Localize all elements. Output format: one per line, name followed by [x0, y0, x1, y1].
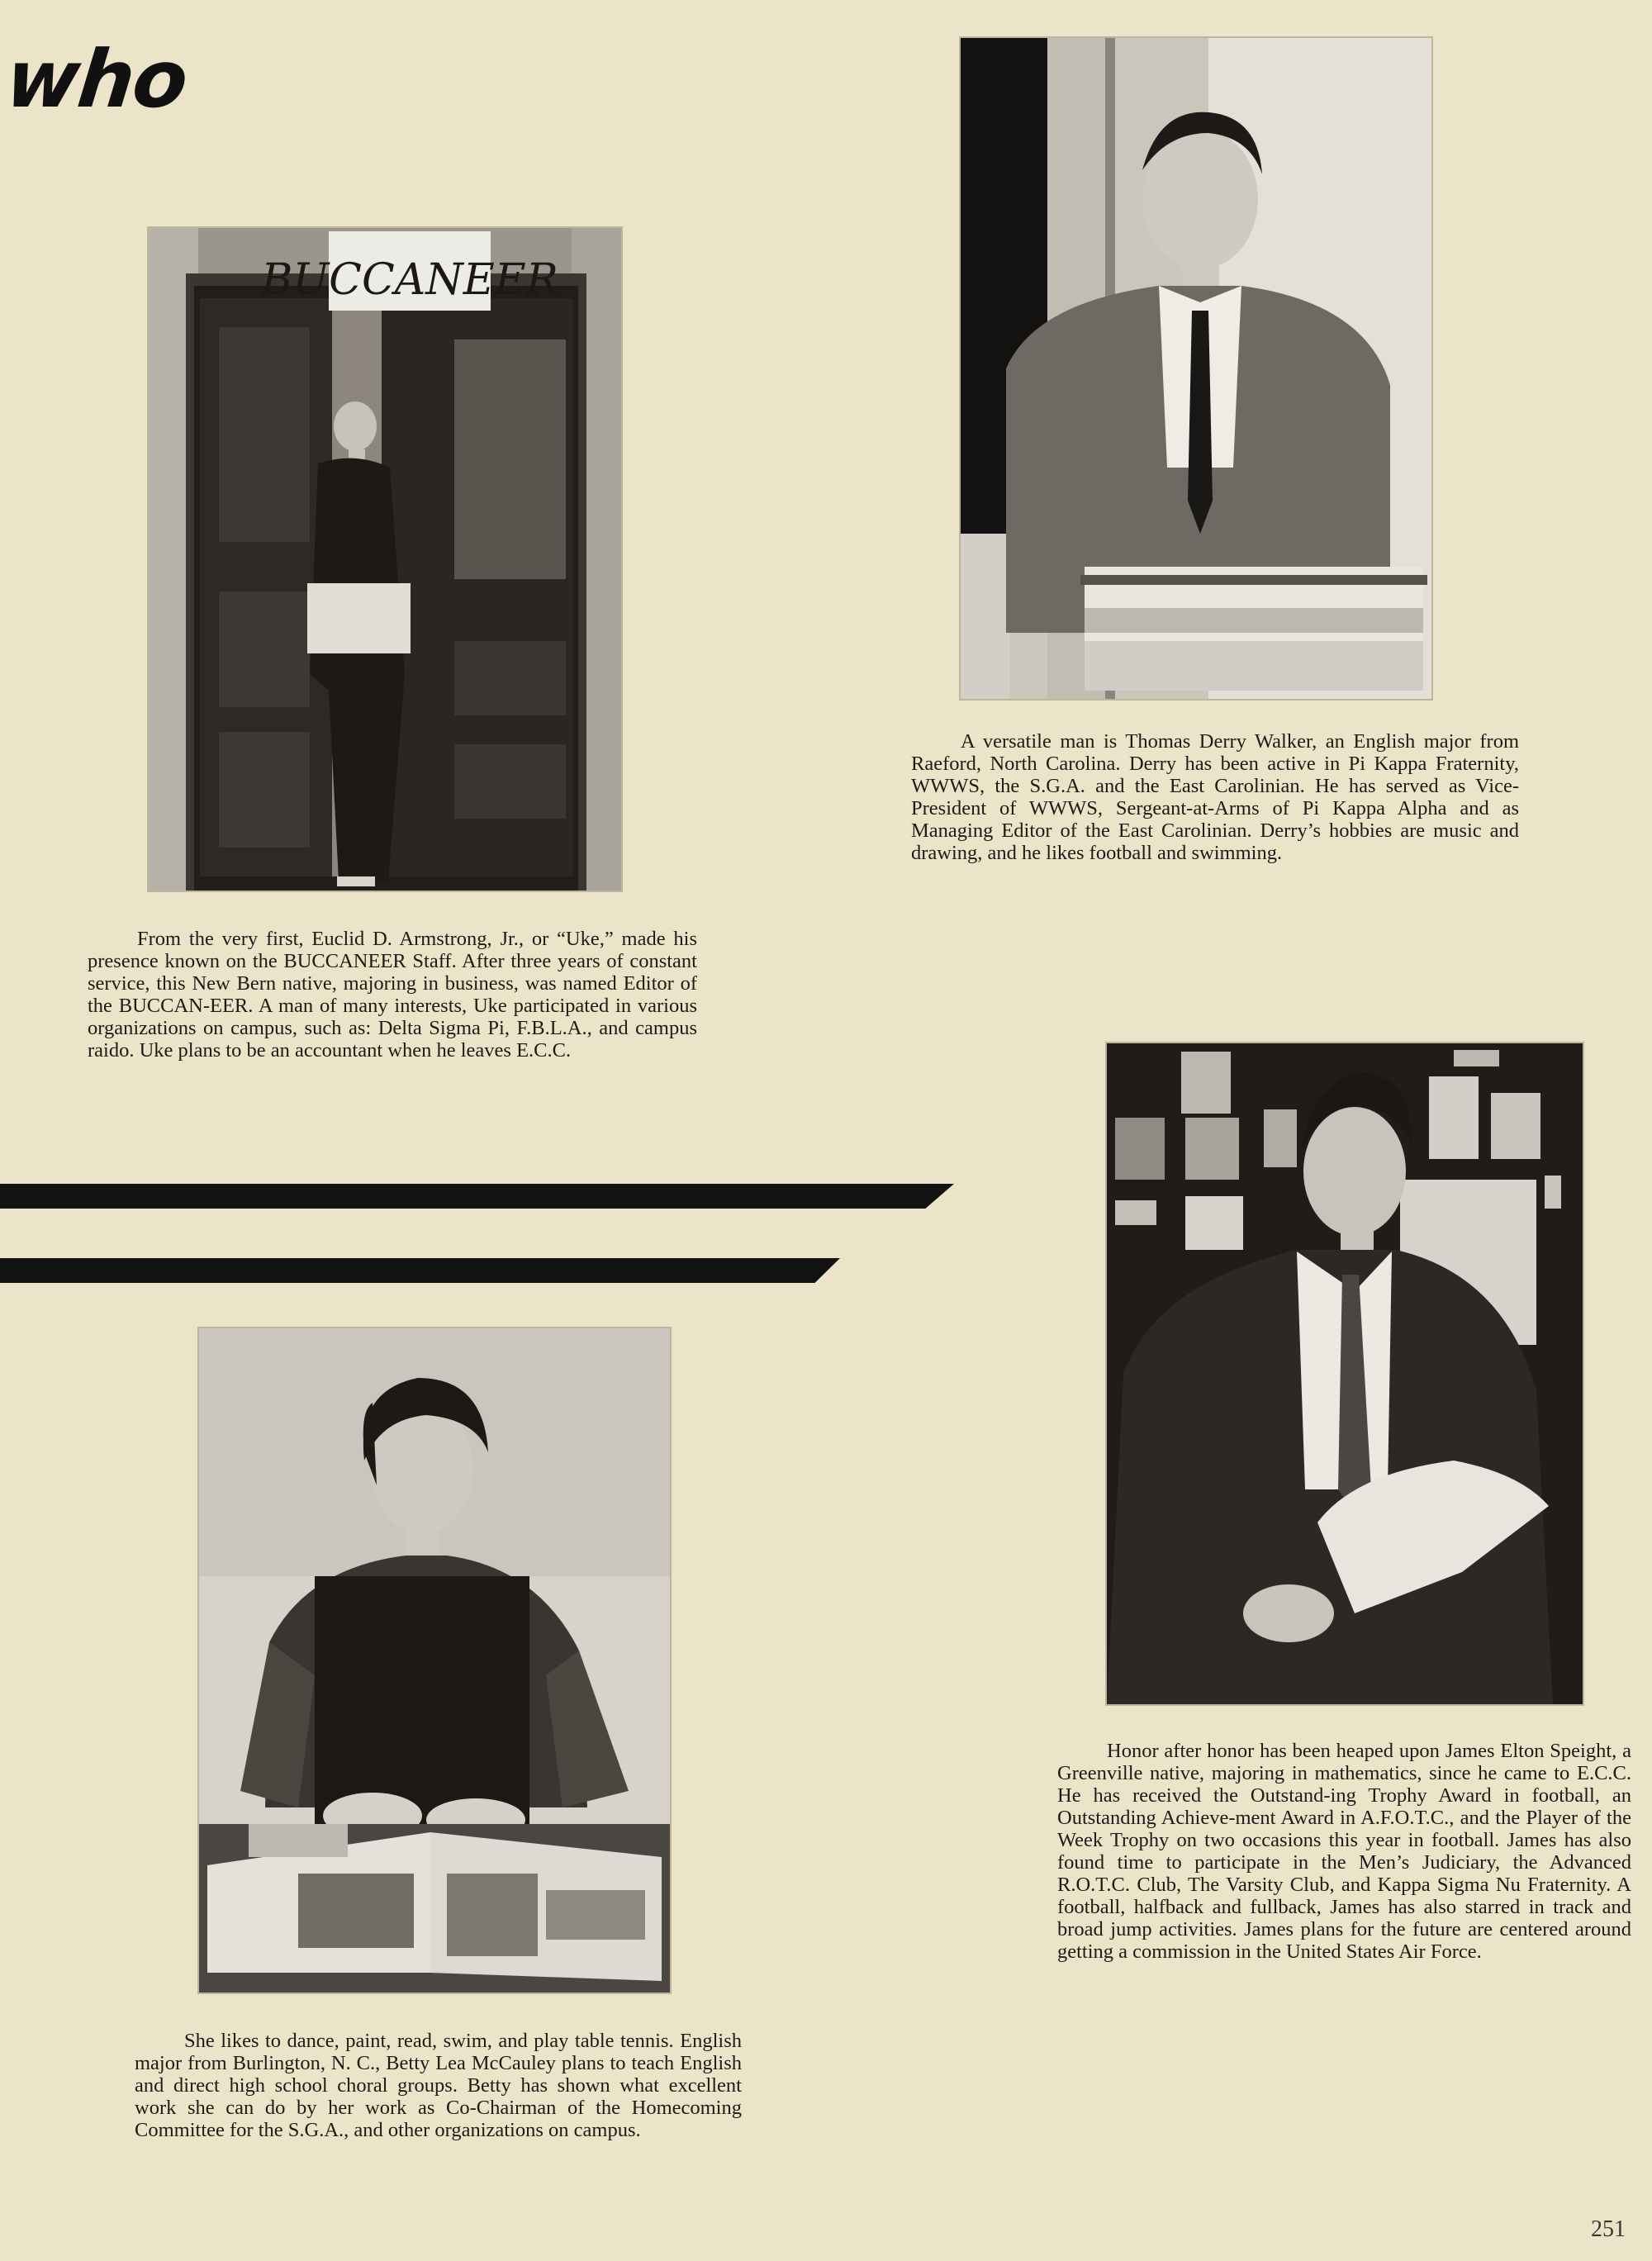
divider-bar-lower — [0, 1258, 840, 1283]
caption-mccauley — [135, 2030, 742, 2141]
photo-mccauley-reading — [199, 1328, 670, 1993]
caption-walker — [911, 730, 1519, 864]
page-heading: who — [2, 33, 191, 126]
caption-mccauley-text: She likes to dance, paint, read, swim, and play table tennis. English major from Burlington, N. C., Betty Lea McCauley plans to teach English and direct high school choral groups. Betty has shown what excellent work she can do by her work as Co-Chairman of the Homecoming Committee for the S.G.A., and other organizations on campus. — [135, 2030, 742, 2141]
caption-armstrong — [88, 928, 697, 1062]
caption-walker-text: A versatile man is Thomas Derry Walker, an English major from Raeford, North Carolina. Derry has been active in Pi Kappa Fraternity, WWWS, the S.G.A. and the East Carolinian. He has served as Vice-President of WWWS, Sergeant-at-Arms of Pi Kappa Alpha and as Managing Editor of the East Carolinian. Derry’s hobbies are music and drawing, and he likes football and swimming. — [911, 730, 1519, 864]
divider-bar-upper — [0, 1184, 954, 1209]
caption-speight — [1057, 1740, 1631, 1963]
photo-armstrong-door — [149, 228, 621, 891]
caption-armstrong-text: From the very first, Euclid D. Armstrong, Jr., or “Uke,” made his presence known on the BUCCANEER Staff. After three years of constant service, this New Bern native, majoring in business, was named Editor of the BUCCAN-EER. A man of many interests, Uke participated in various organizations on campus, such as: Delta Sigma Pi, F.B.L.A., and campus raido. Uke plans to be an accountant when he leaves E.C.C. — [88, 928, 697, 1062]
buccaneer-sign: BUCCANEER — [261, 255, 558, 305]
photo-walker-typewriter — [961, 38, 1431, 699]
photo-speight-newspaper — [1107, 1043, 1583, 1704]
caption-speight-text: Honor after honor has been heaped upon James Elton Speight, a Greenville native, majoring in mathematics, since he came to E.C.C. He has received the Outstand-ing Trophy Award in football, an Outstanding Achieve-ment Award in A.F.O.T.C., and the Player of the Week Trophy on two occasions this year in football. James has also found time to participate in the Men’s Judiciary, the Advanced R.O.T.C. Club, The Varsity Club, and Kappa Sigma Nu Fraternity. A football, halfback and fullback, James has also starred in track and broad jump activities. James plans for the future are centered around getting a commission in the United States Air Force. — [1057, 1740, 1631, 1963]
page-number: 251 — [1591, 2216, 1626, 2242]
